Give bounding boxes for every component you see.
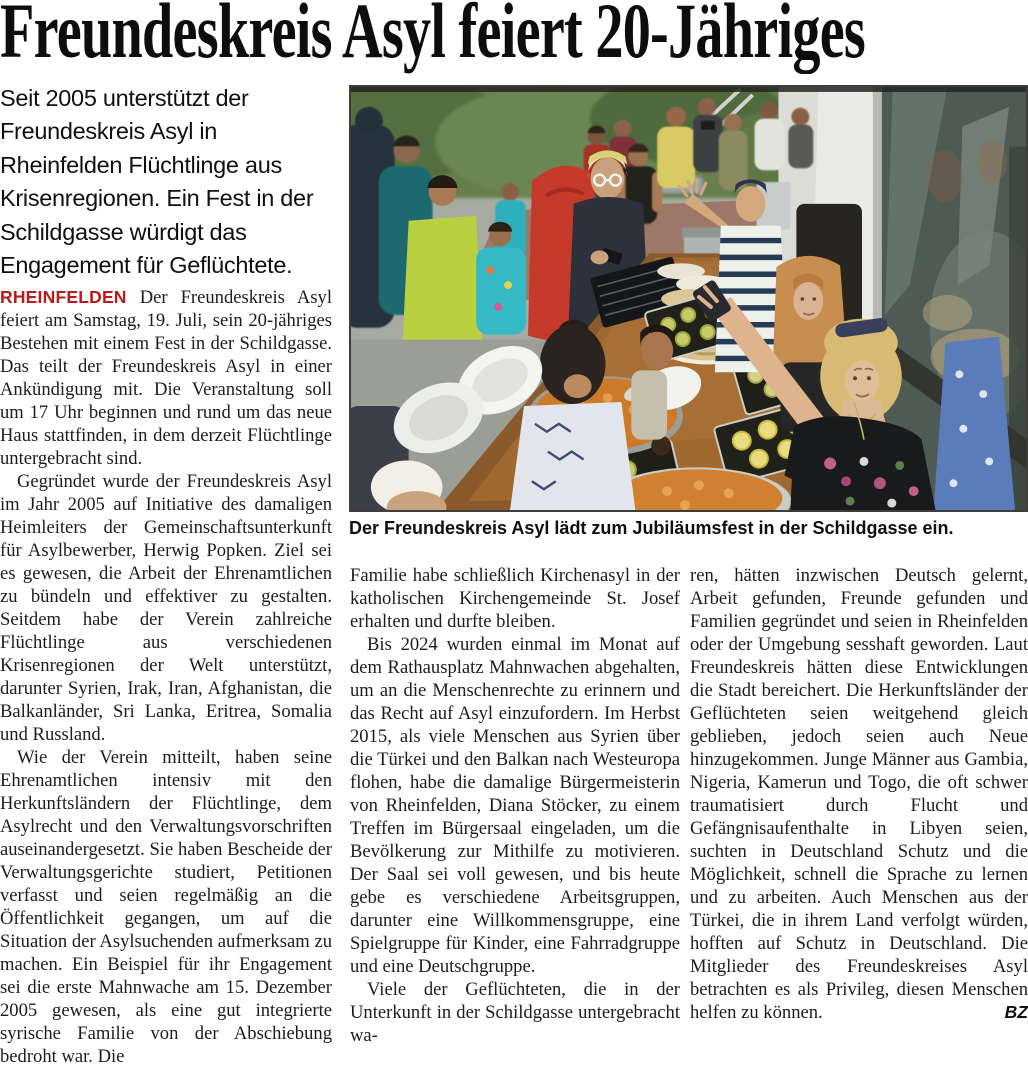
paragraph: Familie habe schließlich Kirchenasyl in der katholischen Kirchengemeinde St. Josef erhalten und durfte bleiben. bbox=[350, 565, 680, 632]
location-tag: RHEINFELDEN bbox=[0, 287, 127, 307]
paragraph: Viele der Geflüchteten, die in der Unterkunft in der Schildgasse untergebracht wa- bbox=[350, 979, 680, 1046]
headline bbox=[0, 0, 1028, 74]
signature: BZ bbox=[1004, 1002, 1028, 1022]
paragraph bbox=[0, 286, 332, 470]
paragraph bbox=[690, 564, 1028, 1024]
headline-text: Freundeskreis Asyl feiert 20-Jähriges bbox=[0, 0, 866, 74]
photo-caption: Der Freundeskreis Asyl lädt zum Jubiläumsfest in der Schildgasse ein. bbox=[349, 518, 954, 538]
paragraph: Wie der Verein mitteilt, haben seine Ehrenamtlichen intensiv mit den Herkunftsländern der Flüchtlinge, dem Asylrecht und den Verwaltungsvorschriften auseinandergesetzt. Sie haben Bescheide der Verwaltungsgerichte studiert, Petitionen verfasst und seien regelmäßig an die Öffentlichkeit gegangen, um auf die Situation der Asylsuchenden aufmerksam zu machen. Ein Beispiel für ihr Engagement sei die erste Mahnwache am 15. Dezember 2005 gewesen, als eine gut integrierte syrische Familie von der Abschiebung bedroht war. Die bbox=[0, 747, 332, 1067]
paragraph: Bis 2024 wurden einmal im Monat auf dem Rathausplatz Mahnwachen abgehalten, um an die Menschenrechte zu erinnern und das Recht auf Asyl einzufordern. Im Herbst 2015, als viele Menschen aus Syrien über die Türkei und den Balkan nach Westeuropa flohen, habe die damalige Bürgermeisterin von Rheinfelden, Diana Stöcker, zu einem Treffen im Bürgersaal eingeladen, um die Bevölkerung zur Mithilfe zu motivieren. Der Saal sei voll gewesen, und bis heute gebe es verschiedene Arbeitsgruppen, darunter eine Willkommensgruppe, eine Spielgruppe für Kinder, eine Fahrradgruppe und eine Deutschgruppe. bbox=[350, 634, 680, 977]
paragraph: Gegründet wurde der Freundeskreis Asyl im Jahr 2005 auf Initiative des damaligen Heimleiters der Gemeinschaftsunterkunft für Asylbewerber, Herwig Popken. Ziel sei es gewesen, die Arbeit der Ehrenamtlichen zu bündeln und effektiver zu gestalten. Seitdem habe der Verein zahlreiche Flüchtlinge aus verschiedenen Krisenregionen der Welt unterstützt, darunter Syrien, Irak, Iran, Afghanistan, die Balkanländer, Sri Lanka, Eritrea, Somalia und Russland. bbox=[0, 471, 332, 745]
lead-paragraph: Seit 2005 unterstützt der Freundeskreis Asyl in Rheinfelden Flüchtlinge aus Krisenregionen. Ein Fest in der Schildgasse würdigt das Engagement für Geflüchtete. bbox=[0, 85, 314, 279]
festival-photo bbox=[349, 85, 1028, 512]
paragraph-text: Der Freundeskreis Asyl feiert am Samstag, 19. Juli, sein 20-jähriges Bestehen mit einem Fest in der Schildgasse. Das teilt der Freundeskreis Asyl in einer Ankündigung mit. Die Veranstaltung soll um 17 Uhr beginnen und rund um das neue Haus stattfinden, in dem derzeit Flüchtlinge untergebracht sind. bbox=[0, 287, 333, 469]
paragraph-text: ren, hätten inzwischen Deutsch gelernt, Arbeit gefunden, Freunde gefunden und Familien gegründet und seien in Rheinfelden oder der Umgebung sesshaft geworden. Laut Freundeskreis hätten diese Entwicklungen die Stadt bereichert. Die Herkunftsländer der Geflüchteten seien weitgehend gleich geblieben, jedoch seien auch Neue hinzugekommen. Junge Männer aus Gambia, Nigeria, Kamerun und Togo, die oft schwer traumatisiert durch Flucht und Gefängnisaufenthalte in Libyen seien, suchten in Deutschland Schutz und die Möglichkeit, schnell die Sprache zu lernen und zu arbeiten. Auch Menschen aus der Türkei, die in ihrem Land verfolgt würden, hofften auf Schutz in Deutschland. Die Mitglieder des Freundeskreises Asyl betrachten es als Privileg, diesen Menschen helfen zu können. bbox=[690, 565, 1028, 1023]
article-column-3 bbox=[690, 564, 1028, 1024]
article-column-2 bbox=[350, 564, 680, 1047]
article-column-1 bbox=[0, 286, 332, 1068]
festival-photo-illustration bbox=[351, 87, 1026, 510]
